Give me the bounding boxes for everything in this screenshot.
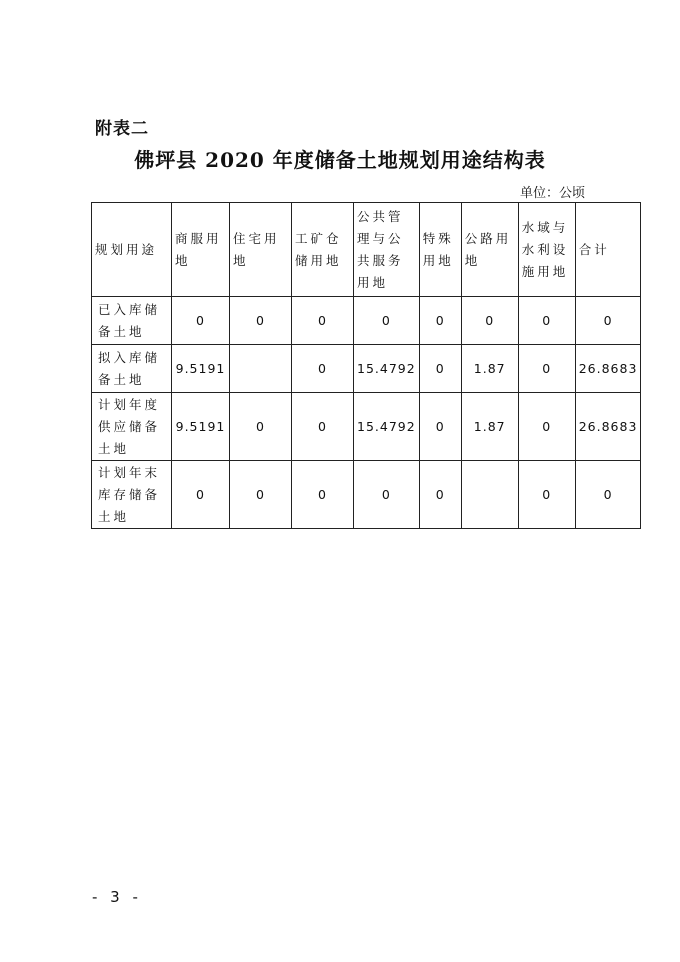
table-cell: 0 [354,461,420,529]
table-cell: 0 [518,297,575,345]
annex-label: 附表二 [95,119,149,139]
table-cell: 0 [292,297,354,345]
table-cell: 0 [172,297,230,345]
row-label: 已入库储备土地 [92,297,172,345]
unit-label: 单位：公顷 [520,186,586,201]
header-row [92,203,641,297]
table-cell: 0 [518,345,575,393]
table-cell: 0 [518,461,575,529]
header-cell-residential: 住宅用地 [230,203,292,297]
land-use-table [91,202,641,529]
table-cell: 0 [575,297,641,345]
table-cell: 0 [292,345,354,393]
table-cell: 0 [292,393,354,461]
row-label: 拟入库储备土地 [92,345,172,393]
header-cell-commercial: 商服用地 [172,203,230,297]
table-row [92,393,641,461]
table-cell: 0 [230,297,292,345]
table-cell: 0 [292,461,354,529]
header-cell-road: 公路用地 [461,203,518,297]
table-cell: 0 [230,461,292,529]
table-cell: 0 [518,393,575,461]
table-cell: 0 [419,297,461,345]
table-row [92,345,641,393]
table-cell: 0 [230,393,292,461]
table-row [92,297,641,345]
table-row [92,461,641,529]
table-cell: 26.8683 [575,345,641,393]
table-cell [230,345,292,393]
document-title: 佛坪县 2020 年度储备土地规划用途结构表 [134,148,546,172]
table-cell: 0 [461,297,518,345]
header-cell-special: 特殊用地 [419,203,461,297]
table-cell [461,461,518,529]
table-cell: 0 [419,393,461,461]
header-cell-purpose: 规划用途 [92,203,172,297]
table-cell: 0 [575,461,641,529]
table-cell: 9.5191 [172,393,230,461]
header-cell-water: 水域与水利设施用地 [518,203,575,297]
table-cell: 26.8683 [575,393,641,461]
header-cell-industrial: 工矿仓储用地 [292,203,354,297]
row-label: 计划年度供应储备土地 [92,393,172,461]
table-cell: 1.87 [461,393,518,461]
table-cell: 0 [419,345,461,393]
table-cell: 1.87 [461,345,518,393]
table-cell: 15.4792 [354,345,420,393]
page-number: - 3 - [92,888,142,906]
table-cell: 0 [419,461,461,529]
header-cell-total: 合计 [575,203,641,297]
header-cell-public-service: 公共管理与公共服务用地 [354,203,420,297]
table-cell: 9.5191 [172,345,230,393]
table-cell: 0 [354,297,420,345]
table-cell: 15.4792 [354,393,420,461]
row-label: 计划年末库存储备土地 [92,461,172,529]
table-cell: 0 [172,461,230,529]
